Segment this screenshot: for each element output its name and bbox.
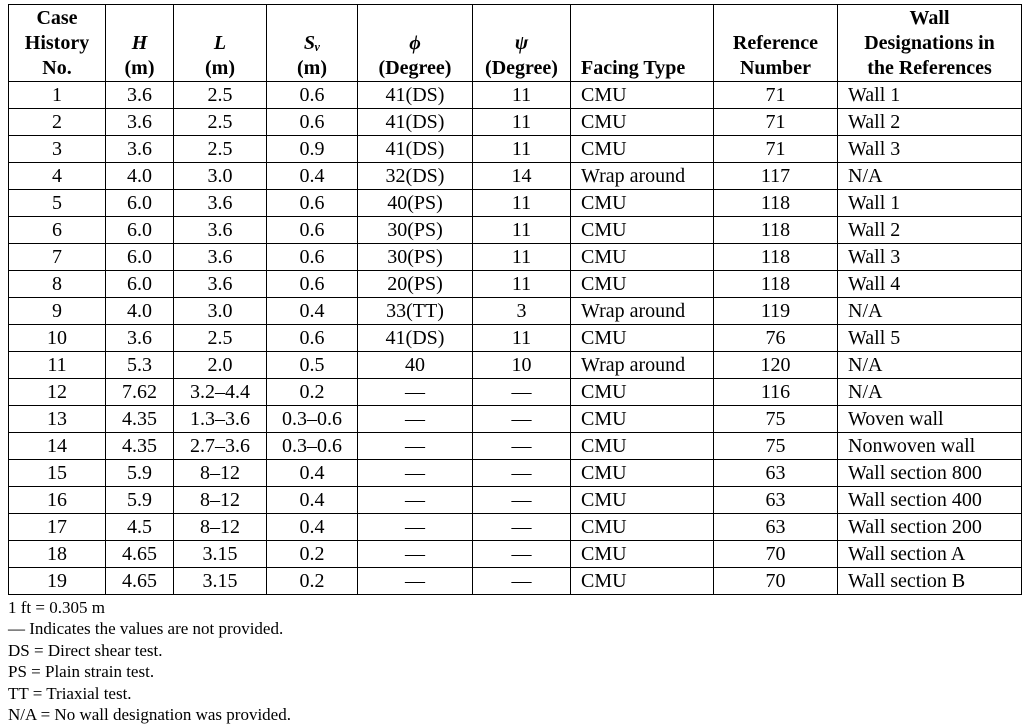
cell-spacing-sv: 0.4 <box>267 163 358 190</box>
case-history-table <box>8 4 1022 595</box>
column-header-line: the References <box>867 57 992 79</box>
cell-dilation-angle-psi: — <box>473 460 571 487</box>
cell-wall-designation: N/A <box>838 352 1022 379</box>
cell-height-h: 3.6 <box>106 136 174 163</box>
cell-dilation-angle-psi: 11 <box>473 136 571 163</box>
table-row <box>9 379 1022 406</box>
cell-wall-designation: N/A <box>838 163 1022 190</box>
cell-reference-number: 118 <box>714 190 838 217</box>
cell-length-l: 3.6 <box>174 271 267 298</box>
cell-dilation-angle-psi: — <box>473 406 571 433</box>
cell-wall-designation: Woven wall <box>838 406 1022 433</box>
cell-facing-type: CMU <box>571 244 714 271</box>
cell-facing-type: CMU <box>571 271 714 298</box>
cell-case-history-no: 8 <box>9 271 106 298</box>
column-symbol: L <box>213 32 227 54</box>
cell-spacing-sv: 0.6 <box>267 244 358 271</box>
cell-case-history-no: 19 <box>9 568 106 595</box>
cell-reference-number: 63 <box>714 514 838 541</box>
cell-spacing-sv: 0.9 <box>267 136 358 163</box>
column-header-line: (m) <box>205 57 235 79</box>
cell-height-h: 6.0 <box>106 271 174 298</box>
cell-length-l: 2.5 <box>174 82 267 109</box>
cell-spacing-sv: 0.4 <box>267 298 358 325</box>
cell-length-l: 3.15 <box>174 541 267 568</box>
cell-wall-designation: Wall 1 <box>838 190 1022 217</box>
cell-dilation-angle-psi: 11 <box>473 325 571 352</box>
cell-spacing-sv: 0.6 <box>267 190 358 217</box>
cell-wall-designation: Wall 3 <box>838 244 1022 271</box>
cell-spacing-sv: 0.2 <box>267 541 358 568</box>
column-header-line: (m) <box>297 57 327 79</box>
cell-friction-angle-phi: 40 <box>358 352 473 379</box>
cell-facing-type: CMU <box>571 136 714 163</box>
cell-reference-number: 118 <box>714 217 838 244</box>
cell-friction-angle-phi: 20(PS) <box>358 271 473 298</box>
table-row <box>9 136 1022 163</box>
cell-wall-designation: Wall section 400 <box>838 487 1022 514</box>
cell-reference-number: 119 <box>714 298 838 325</box>
cell-friction-angle-phi: 33(TT) <box>358 298 473 325</box>
cell-facing-type: Wrap around <box>571 163 714 190</box>
cell-spacing-sv: 0.4 <box>267 460 358 487</box>
cell-dilation-angle-psi: — <box>473 541 571 568</box>
cell-length-l: 3.2–4.4 <box>174 379 267 406</box>
cell-wall-designation: Wall section 800 <box>838 460 1022 487</box>
cell-dilation-angle-psi: 14 <box>473 163 571 190</box>
note-line: — Indicates the values are not provided. <box>8 619 284 639</box>
table-row <box>9 325 1022 352</box>
note-line: DS = Direct shear test. <box>8 640 163 660</box>
cell-dilation-angle-psi: 11 <box>473 217 571 244</box>
column-header-line: No. <box>42 57 72 79</box>
cell-height-h: 6.0 <box>106 244 174 271</box>
cell-length-l: 2.5 <box>174 109 267 136</box>
table-row <box>9 541 1022 568</box>
cell-spacing-sv: 0.4 <box>267 514 358 541</box>
cell-height-h: 7.62 <box>106 379 174 406</box>
table-row <box>9 82 1022 109</box>
cell-facing-type: CMU <box>571 460 714 487</box>
cell-friction-angle-phi: 30(PS) <box>358 217 473 244</box>
cell-reference-number: 71 <box>714 136 838 163</box>
cell-length-l: 3.0 <box>174 163 267 190</box>
cell-facing-type: CMU <box>571 568 714 595</box>
cell-height-h: 5.3 <box>106 352 174 379</box>
cell-length-l: 3.0 <box>174 298 267 325</box>
cell-length-l: 8–12 <box>174 460 267 487</box>
cell-wall-designation: Wall 1 <box>838 82 1022 109</box>
cell-height-h: 6.0 <box>106 217 174 244</box>
column-header-length-l <box>174 5 267 82</box>
table-row <box>9 244 1022 271</box>
cell-friction-angle-phi: — <box>358 514 473 541</box>
cell-facing-type: CMU <box>571 379 714 406</box>
cell-spacing-sv: 0.6 <box>267 325 358 352</box>
table-row <box>9 406 1022 433</box>
table-row <box>9 109 1022 136</box>
cell-facing-type: Wrap around <box>571 298 714 325</box>
cell-height-h: 5.9 <box>106 460 174 487</box>
cell-case-history-no: 12 <box>9 379 106 406</box>
table-row <box>9 217 1022 244</box>
cell-height-h: 4.65 <box>106 541 174 568</box>
cell-length-l: 3.6 <box>174 217 267 244</box>
column-header-line: Number <box>739 57 812 79</box>
cell-reference-number: 71 <box>714 109 838 136</box>
table-row <box>9 514 1022 541</box>
cell-friction-angle-phi: — <box>358 487 473 514</box>
cell-spacing-sv: 0.5 <box>267 352 358 379</box>
table-row <box>9 163 1022 190</box>
cell-height-h: 3.6 <box>106 109 174 136</box>
cell-case-history-no: 17 <box>9 514 106 541</box>
cell-facing-type: CMU <box>571 82 714 109</box>
cell-facing-type: CMU <box>571 487 714 514</box>
cell-dilation-angle-psi: 11 <box>473 82 571 109</box>
cell-case-history-no: 2 <box>9 109 106 136</box>
column-header-wall-designation <box>838 5 1022 82</box>
cell-height-h: 3.6 <box>106 82 174 109</box>
cell-spacing-sv: 0.6 <box>267 271 358 298</box>
cell-wall-designation: Wall section 200 <box>838 514 1022 541</box>
cell-case-history-no: 5 <box>9 190 106 217</box>
cell-friction-angle-phi: — <box>358 568 473 595</box>
cell-reference-number: 76 <box>714 325 838 352</box>
column-header-friction-angle-phi <box>358 5 473 82</box>
cell-spacing-sv: 0.2 <box>267 379 358 406</box>
cell-wall-designation: Wall 3 <box>838 136 1022 163</box>
cell-height-h: 4.35 <box>106 406 174 433</box>
cell-length-l: 8–12 <box>174 514 267 541</box>
cell-height-h: 3.6 <box>106 325 174 352</box>
cell-friction-angle-phi: — <box>358 433 473 460</box>
column-symbol: H <box>131 32 148 54</box>
cell-length-l: 2.0 <box>174 352 267 379</box>
cell-height-h: 4.65 <box>106 568 174 595</box>
cell-friction-angle-phi: 41(DS) <box>358 136 473 163</box>
cell-case-history-no: 9 <box>9 298 106 325</box>
cell-friction-angle-phi: 40(PS) <box>358 190 473 217</box>
column-symbol: ϕ <box>409 32 421 54</box>
cell-dilation-angle-psi: — <box>473 568 571 595</box>
table-row <box>9 271 1022 298</box>
column-header-line: (Degree) <box>485 57 558 79</box>
cell-dilation-angle-psi: 11 <box>473 190 571 217</box>
cell-height-h: 4.0 <box>106 163 174 190</box>
cell-reference-number: 118 <box>714 244 838 271</box>
cell-friction-angle-phi: 41(DS) <box>358 82 473 109</box>
table-body <box>9 82 1022 595</box>
cell-friction-angle-phi: 41(DS) <box>358 109 473 136</box>
cell-wall-designation: N/A <box>838 379 1022 406</box>
cell-reference-number: 75 <box>714 433 838 460</box>
cell-facing-type: CMU <box>571 541 714 568</box>
cell-case-history-no: 13 <box>9 406 106 433</box>
cell-spacing-sv: 0.6 <box>267 82 358 109</box>
cell-wall-designation: Wall 2 <box>838 109 1022 136</box>
cell-wall-designation: Wall 5 <box>838 325 1022 352</box>
cell-reference-number: 71 <box>714 82 838 109</box>
note-line: TT = Triaxial test. <box>8 683 132 703</box>
cell-case-history-no: 18 <box>9 541 106 568</box>
column-header-line: (Degree) <box>378 57 452 79</box>
table-row <box>9 568 1022 595</box>
cell-facing-type: CMU <box>571 325 714 352</box>
column-header-spacing-sv <box>267 5 358 82</box>
cell-length-l: 2.7–3.6 <box>174 433 267 460</box>
note-line: N/A = No wall designation was provided. <box>8 705 291 725</box>
cell-friction-angle-phi: 41(DS) <box>358 325 473 352</box>
cell-spacing-sv: 0.6 <box>267 217 358 244</box>
table-notes <box>8 597 1021 725</box>
cell-height-h: 5.9 <box>106 487 174 514</box>
column-header-line: Case <box>36 7 78 29</box>
table-row <box>9 487 1022 514</box>
cell-spacing-sv: 0.2 <box>267 568 358 595</box>
cell-dilation-angle-psi: — <box>473 379 571 406</box>
table-row <box>9 352 1022 379</box>
cell-dilation-angle-psi: 3 <box>473 298 571 325</box>
cell-facing-type: CMU <box>571 406 714 433</box>
column-header-line: Facing Type <box>581 57 686 79</box>
cell-dilation-angle-psi: — <box>473 487 571 514</box>
cell-facing-type: CMU <box>571 190 714 217</box>
column-header-line: History <box>24 32 90 54</box>
column-header-dilation-angle-psi <box>473 5 571 82</box>
column-header-line: Designations in <box>864 32 995 54</box>
cell-facing-type: Wrap around <box>571 352 714 379</box>
cell-length-l: 1.3–3.6 <box>174 406 267 433</box>
cell-friction-angle-phi: — <box>358 460 473 487</box>
column-header-facing-type <box>571 5 714 82</box>
cell-wall-designation: Wall 4 <box>838 271 1022 298</box>
cell-wall-designation: Nonwoven wall <box>838 433 1022 460</box>
cell-wall-designation: N/A <box>838 298 1022 325</box>
cell-friction-angle-phi: — <box>358 541 473 568</box>
cell-case-history-no: 3 <box>9 136 106 163</box>
cell-friction-angle-phi: 32(DS) <box>358 163 473 190</box>
cell-reference-number: 70 <box>714 568 838 595</box>
cell-height-h: 4.5 <box>106 514 174 541</box>
cell-case-history-no: 1 <box>9 82 106 109</box>
table-row <box>9 460 1022 487</box>
cell-spacing-sv: 0.3–0.6 <box>267 433 358 460</box>
cell-facing-type: CMU <box>571 217 714 244</box>
cell-reference-number: 63 <box>714 487 838 514</box>
cell-length-l: 3.15 <box>174 568 267 595</box>
table-header-row <box>9 5 1022 82</box>
cell-facing-type: CMU <box>571 433 714 460</box>
note-line: PS = Plain strain test. <box>8 662 155 682</box>
cell-dilation-angle-psi: — <box>473 514 571 541</box>
cell-length-l: 3.6 <box>174 244 267 271</box>
column-header-reference-number <box>714 5 838 82</box>
cell-length-l: 2.5 <box>174 325 267 352</box>
cell-case-history-no: 7 <box>9 244 106 271</box>
cell-facing-type: CMU <box>571 514 714 541</box>
cell-spacing-sv: 0.3–0.6 <box>267 406 358 433</box>
cell-reference-number: 75 <box>714 406 838 433</box>
cell-spacing-sv: 0.6 <box>267 109 358 136</box>
cell-height-h: 6.0 <box>106 190 174 217</box>
cell-length-l: 8–12 <box>174 487 267 514</box>
cell-case-history-no: 4 <box>9 163 106 190</box>
column-symbol: Sᵥ <box>303 32 321 54</box>
cell-friction-angle-phi: — <box>358 379 473 406</box>
column-header-line: (m) <box>124 57 155 79</box>
note-line: 1 ft = 0.305 m <box>8 598 105 617</box>
table-row <box>9 298 1022 325</box>
table-row <box>9 190 1022 217</box>
cell-reference-number: 63 <box>714 460 838 487</box>
cell-dilation-angle-psi: — <box>473 433 571 460</box>
cell-friction-angle-phi: 30(PS) <box>358 244 473 271</box>
column-header-height-h <box>106 5 174 82</box>
cell-friction-angle-phi: — <box>358 406 473 433</box>
column-symbol: ψ <box>514 32 529 54</box>
column-header-case-history-no <box>9 5 106 82</box>
cell-length-l: 2.5 <box>174 136 267 163</box>
cell-dilation-angle-psi: 11 <box>473 244 571 271</box>
cell-reference-number: 120 <box>714 352 838 379</box>
cell-wall-designation: Wall section A <box>838 541 1022 568</box>
cell-case-history-no: 11 <box>9 352 106 379</box>
table-row <box>9 433 1022 460</box>
cell-dilation-angle-psi: 11 <box>473 271 571 298</box>
cell-reference-number: 118 <box>714 271 838 298</box>
cell-spacing-sv: 0.4 <box>267 487 358 514</box>
cell-height-h: 4.0 <box>106 298 174 325</box>
cell-reference-number: 116 <box>714 379 838 406</box>
cell-case-history-no: 14 <box>9 433 106 460</box>
cell-wall-designation: Wall section B <box>838 568 1022 595</box>
cell-facing-type: CMU <box>571 109 714 136</box>
cell-height-h: 4.35 <box>106 433 174 460</box>
cell-case-history-no: 6 <box>9 217 106 244</box>
cell-length-l: 3.6 <box>174 190 267 217</box>
cell-reference-number: 70 <box>714 541 838 568</box>
cell-reference-number: 117 <box>714 163 838 190</box>
cell-wall-designation: Wall 2 <box>838 217 1022 244</box>
cell-case-history-no: 15 <box>9 460 106 487</box>
cell-dilation-angle-psi: 10 <box>473 352 571 379</box>
cell-case-history-no: 10 <box>9 325 106 352</box>
column-header-line: Wall <box>909 7 950 29</box>
cell-case-history-no: 16 <box>9 487 106 514</box>
column-header-line: Reference <box>732 32 819 54</box>
cell-dilation-angle-psi: 11 <box>473 109 571 136</box>
document-page <box>8 4 1021 725</box>
